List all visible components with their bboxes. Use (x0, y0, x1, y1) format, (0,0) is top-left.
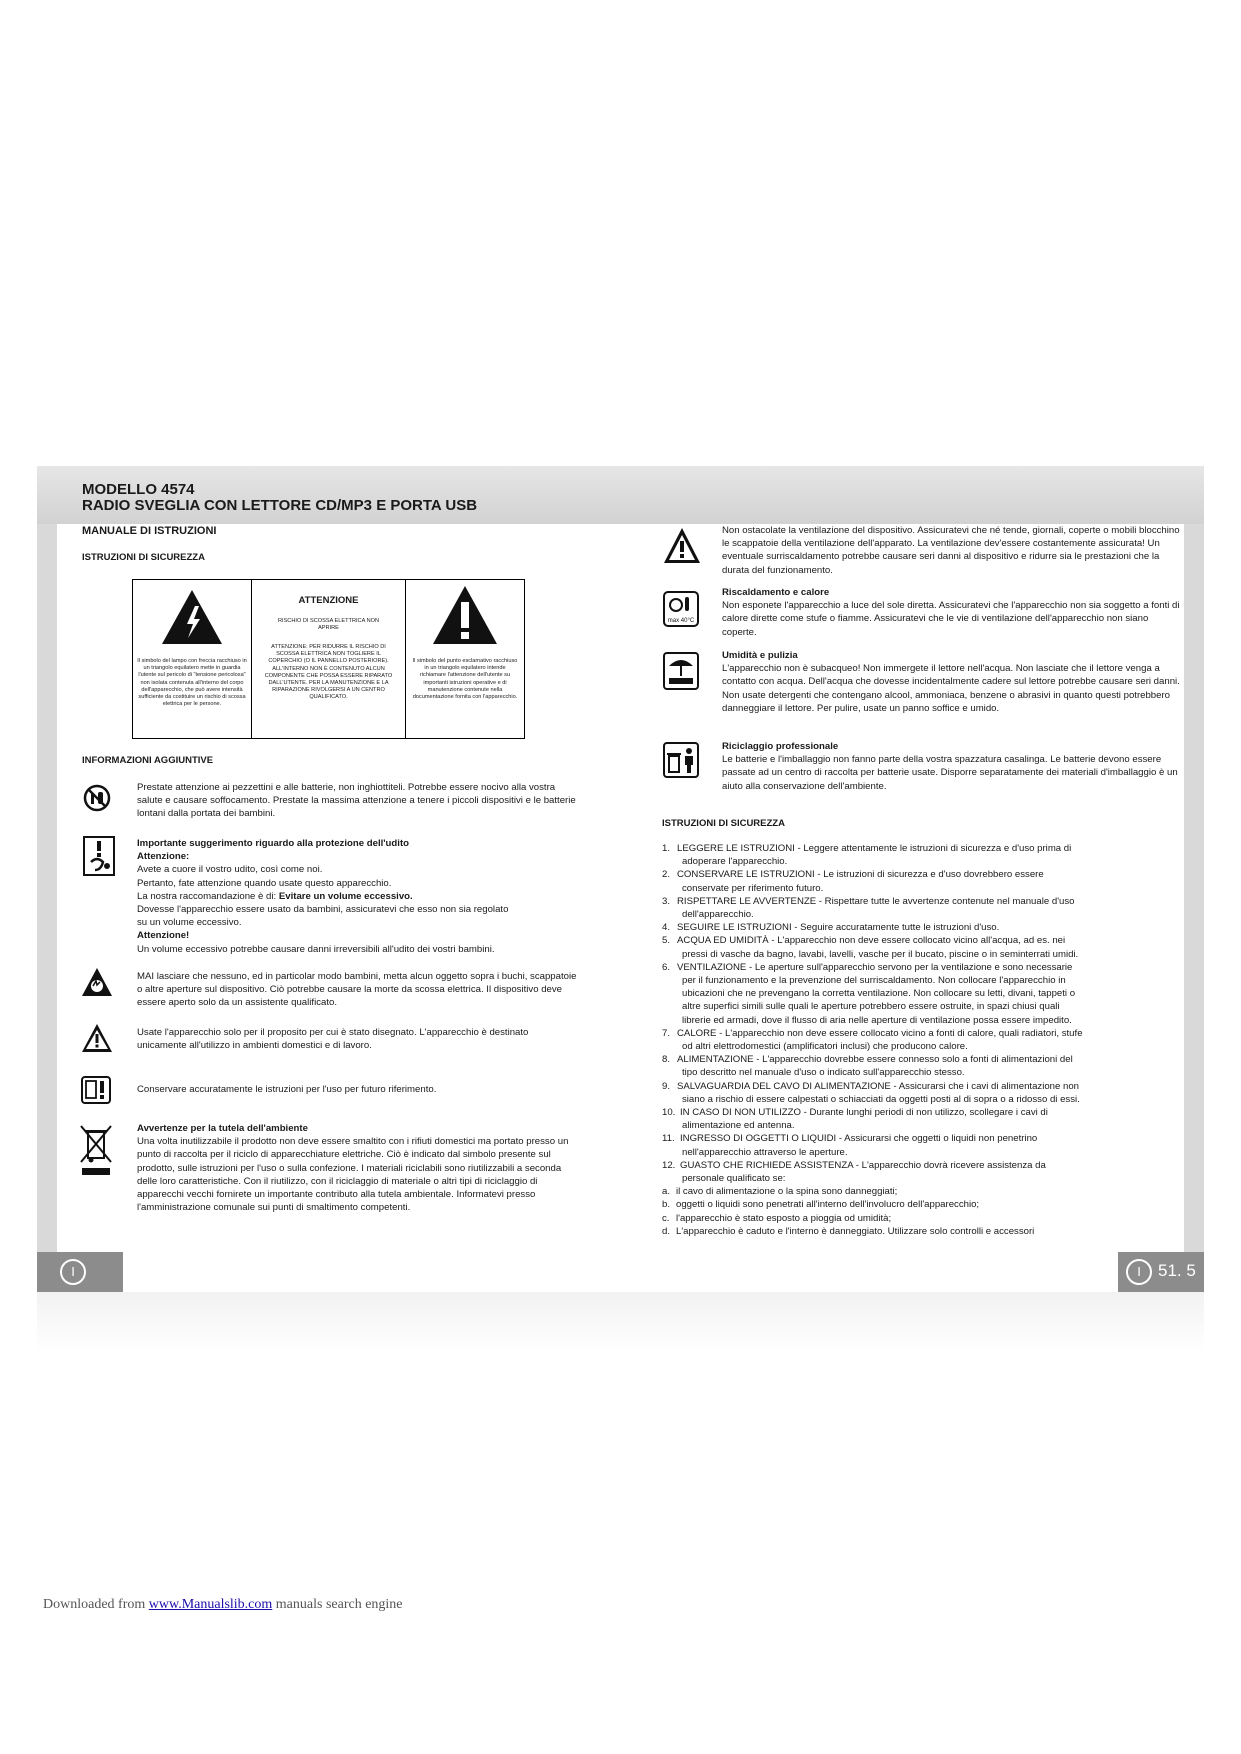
environment-title: Avvertenze per la tutela dell'ambiente (137, 1123, 308, 1134)
warning-col-center (252, 580, 406, 738)
electric-shock-icon (81, 966, 113, 998)
list-item-text: oggetti o liquidi sono penetrati all'interno dell'involucro dell'apparecchio; (676, 1199, 980, 1211)
left-page-letter: I (60, 1259, 86, 1285)
warning-table (132, 579, 525, 739)
warning-col-exclamation (406, 580, 524, 738)
warning-col-lightning (133, 580, 252, 738)
list-item (662, 895, 1182, 908)
left-gutter (37, 524, 57, 1254)
manual-book-icon (81, 1076, 111, 1104)
safety-instructions-list (662, 842, 1182, 1238)
list-item-text: RISPETTARE LE AVVERTENZE - Rispettare tutte le avvertenze contenute nel manuale d'uso (677, 895, 1075, 907)
list-item-text: INGRESSO DI OGGETTI O LIQUIDI - Assicurarsi che oggetti o liquidi non penetrino (680, 1133, 1038, 1145)
heat-temperature-icon (663, 591, 699, 627)
list-item-continuation: ubicazioni che ne prevengano la corretta ventilazione. Non collocare su letti, divani, tappeti o (682, 988, 1076, 1000)
hearing-title: Importante suggerimento riguardo alla protezione dell'udito (137, 838, 409, 849)
list-item-number: 2. (662, 869, 671, 881)
humidity-block (722, 649, 1182, 715)
ventilation-warning-icon (662, 526, 702, 566)
hearing-line-1: Avete a cuore il vostro udito, così come noi. (137, 864, 323, 876)
safety-title-left: ISTRUZIONI DI SICUREZZA (82, 552, 205, 563)
environment-block (137, 1122, 582, 1214)
list-item-text: SALVAGUARDIA DEL CAVO DI ALIMENTAZIONE - Assicurarsi che i cavi di alimentazione non (677, 1080, 1080, 1092)
list-item-number: c. (662, 1212, 670, 1224)
list-item-text: L'apparecchio è caduto e l'interno è danneggiato. Utilizzare solo controlli e accessori (676, 1225, 1035, 1237)
list-item (662, 1185, 1182, 1198)
list-item (662, 1159, 1182, 1172)
exclamation-warning-icon (431, 584, 499, 646)
footer-suffix: manuals search engine (272, 1597, 403, 1612)
lightning-text: Il simbolo del lampo con freccia racchiuso in un triangolo equilatero mette in guardia l'utente sul pericolo di "tensione pericolosa" non isolata contenuta all'interno del corpo dell'apparecchio, che può avere intensità sufficiente da costituire un rischio di scossa elettrica per le persone. (137, 658, 247, 708)
center-warning-text: ATTENZIONE: PER RIDURRE IL RISCHIO DI SCOSSA ELETTRICA NON TOGLIERE IL COPERCHIO (O IL PANNELLO POSTERIORE). ALL'INTERNO NON È CONTENUTO ALCUN COMPONENTE CHE POSSA ESSERE RIPARATO DALL'UTENTE. PER LA MANUTENZIONE E LA RIPARAZIONE RIVOLGERSI A UN CENTRO QUALIFICATO. (264, 644, 393, 701)
list-item-text: CALORE - L'apparecchio non deve essere collocato vicino a fonti di calore, quali radiatori, stufe (677, 1027, 1083, 1039)
list-item-number: 6. (662, 961, 671, 973)
list-item-continuation: tipo descritto nel manuale d'uso o indicato sull'apparecchio stesso. (682, 1067, 965, 1079)
list-item-text: CONSERVARE LE ISTRUZIONI - Le istruzioni di sicurezza e d'uso dovrebbero essere (677, 869, 1044, 881)
list-item-number: 11. (662, 1133, 675, 1145)
footer-prefix: Downloaded from (43, 1597, 149, 1612)
list-item-number: 10. (662, 1107, 676, 1119)
list-item (662, 1106, 1182, 1119)
list-item-number: 9. (662, 1080, 671, 1092)
list-item (662, 1027, 1182, 1040)
attention-label: ATTENZIONE (298, 595, 359, 606)
recycling-icon (663, 742, 699, 778)
heat-text: Non esponete l'apparecchio a luce del sole diretta. Assicuratevi che l'apparecchio non sia soggetto a fonti di calore dirette come stufe o fiamme. Assicuratevi che le vie di ventilazione dell'apparecchio non siano coperte. (722, 600, 1180, 638)
list-item-text: ACQUA ED UMIDITÀ - L'apparecchio non deve essere collocato vicino all'acqua, ad es. nei (677, 935, 1066, 947)
list-item-continuation: conservate per riferimento futuro. (682, 882, 824, 894)
hearing-line-3 (137, 890, 577, 903)
right-gutter (1184, 524, 1204, 1254)
heat-block (722, 586, 1182, 639)
list-item (662, 1080, 1182, 1093)
purpose-text: Usate l'apparecchio solo per il proposito per cui è stato disegnato. L'apparecchio è destinato unicamente all'utilizzo in ambienti domestici e di lavoro. (137, 1027, 529, 1052)
list-item-continuation: librerie ed armadi, dove il flusso di aria nelle aperture di ventilazione possa essere impedito. (682, 1014, 1072, 1026)
recycling-block (722, 740, 1182, 793)
environment-text: Una volta inutilizzabile il prodotto non deve essere smaltito con i rifiuti domestici ma portato presso un punto di raccolta per il riciclo di apparecchiature elettriche. Ciò è indicato dal simbolo presente sul prodotto, sulle istruzioni per l'uso o sulla confezione. I materiali riciclabili sono riutilizzabili a seconda delle loro caratteristiche. Con il riutilizzo, con il riciclaggio di materiale o altri tipi di riciclaggio di apparecchi vecchi fornirete un importante contributo alla tutela ambientale. Informatevi presso l'amministrazione comunale sui punti di smaltimento competenti. (137, 1136, 569, 1214)
list-item-continuation: adoperare l'apparecchio. (682, 856, 788, 868)
list-item-number: b. (662, 1199, 671, 1211)
recycling-text: Le batterie e l'imballaggio non fanno parte della vostra spazzatura casalinga. Le batterie devono essere passate ad un centro di raccolta per batterie usate. Disporre separatamente dei materiali d'imballaggio è un aiuto alla conservazione dell'ambiente. (722, 754, 1178, 792)
hearing-protection-icon (83, 836, 115, 876)
model-title: MODELLO 4574 (82, 481, 195, 498)
list-item-number: 1. (662, 843, 671, 854)
list-item-continuation: nell'apparecchio attraverso le aperture. (682, 1146, 848, 1158)
list-item (662, 1212, 1182, 1225)
humidity-title: Umidità e pulizia (722, 650, 798, 661)
safety-title-right: ISTRUZIONI DI SICUREZZA (662, 818, 785, 829)
bottom-shadow (37, 1292, 1204, 1352)
list-item-continuation: pressi di vasche da bagno, lavabi, lavelli, vasche per il bucato, piscine o in seminterrati umidi. (682, 948, 1079, 960)
list-item-text: IN CASO DI NON UTILIZZO - Durante lunghi periodi di non utilizzo, scollegare i cavi di (680, 1107, 1048, 1119)
usage-warning-icon (81, 1022, 113, 1054)
list-item-number: 12. (662, 1159, 676, 1171)
small-parts-text: Prestate attenzione ai pezzettini e alle batterie, non inghiottiteli. Potrebbe essere nocivo alla vostra salute e causare soffocamento. Prestate la massima attenzione a tenere i piccoli dispositivi e le batterie lontani dalla portata dei bambini. (137, 782, 576, 820)
objects-text: MAI lasciare che nessuno, ed in particolar modo bambini, metta alcun oggetto sopra i buchi, scappatoie o altre aperture sul dispositivo. Ciò potrebbe causare la morte da scossa elettrica. Il dispositivo deve essere aperto solo da un assistente qualificato. (137, 971, 577, 1009)
list-item (662, 1132, 1182, 1145)
info-title: INFORMAZIONI AGGIUNTIVE (82, 755, 214, 766)
right-page-letter: I (1126, 1259, 1152, 1285)
list-item-number: 4. (662, 922, 671, 934)
hearing-line-2: Pertanto, fate attenzione quando usate questo apparecchio. (137, 877, 392, 889)
list-item (662, 921, 1182, 934)
list-item-number: 3. (662, 895, 671, 907)
list-item (662, 868, 1182, 881)
list-item (662, 1053, 1182, 1066)
heat-icon-label: max 40°C (667, 618, 695, 624)
list-item-continuation: per il funzionamento e la prevenzione del surriscaldamento. Non collocare l'apparecchio in (682, 975, 1066, 987)
hearing-attention-2: Attenzione! (137, 930, 190, 942)
list-item (662, 1225, 1182, 1238)
left-page-badge (37, 1252, 123, 1292)
list-item-text: VENTILAZIONE - Le aperture sull'apparecchio servono per la ventilazione e sono necessarie (677, 961, 1073, 973)
manual-spread (37, 466, 1204, 1293)
keep-instructions-text: Conservare accuratamente le istruzioni per l'uso per futuro riferimento. (137, 1084, 437, 1095)
list-item (662, 842, 1182, 855)
hearing-line-3a: La nostra raccomandazione è di: (137, 890, 279, 902)
list-item-continuation: altre superfici simili sulle quali le aperture potrebbero essere ostruite, in spazi chiusi quali (682, 1001, 1060, 1013)
humidity-text: L'apparecchio non è subacqueo! Non immergete il lettore nell'acqua. Non lasciate che il lettore venga a contatto con acqua. Dell'acqua che dovesse incidentalmente cadere sul lettore potrebbe causare seri danni. Non usate detergenti che contengano alcool, ammoniaca, benzene o abrasivi in quanto questi potrebbero danneggiare il lettore. Per pulire, usate un panno soffice e umido. (722, 663, 1180, 714)
list-item-text: GUASTO CHE RICHIEDE ASSISTENZA - L'apparecchio dovrà ricevere assistenza da (680, 1159, 1046, 1171)
list-item-continuation: siano a rischio di essere calpestati o schiacciati da oggetti posti al di sopra o a ridosso di essi. (682, 1093, 1080, 1105)
list-item (662, 934, 1182, 947)
list-item-number: 5. (662, 935, 671, 947)
list-item-continuation: dell'apparecchio. (682, 909, 754, 921)
lightning-warning-icon (160, 588, 224, 646)
list-item (662, 1198, 1182, 1211)
hearing-line-6: Un volume eccessivo potrebbe causare danni irreversibili all'udito dei vostri bambini. (137, 943, 495, 955)
hearing-block (137, 837, 577, 956)
no-small-parts-icon (83, 784, 111, 812)
ventilation-text: Non ostacolate la ventilazione del dispositivo. Assicuratevi che né tende, giornali, coperte o mobili blocchino le scappatoie della ventilazione dell'apparato. La ventilazione dev'essere costantemente assicurata! Un eventuale surriscaldamento potrebbe causare seri danni al dispositivo e ridurre sia le prestazioni che la durata del funzionamento. (722, 525, 1180, 576)
hearing-line-5: su un volume eccessivo. (137, 917, 242, 929)
manualslib-link[interactable]: www.Manualslib.com (148, 1597, 273, 1612)
list-item-text: il cavo di alimentazione o la spina sono danneggiati; (676, 1186, 898, 1198)
hearing-line-4: Dovesse l'apparecchio essere usato da bambini, assicuratevi che esso non sia regolato (137, 904, 509, 916)
list-item-continuation: od altri elettrodomestici (amplificatori inclusi) che producono calore. (682, 1041, 968, 1053)
weee-bin-icon (79, 1122, 113, 1178)
list-item-number: d. (662, 1225, 671, 1237)
download-footer (43, 1597, 403, 1613)
hearing-line-3b: Evitare un volume eccessivo. (278, 890, 413, 902)
page-number: 51. 5 (1158, 1261, 1196, 1280)
humidity-cleaning-icon (663, 652, 699, 690)
risk-label: RISCHIO DI SCOSSA ELETTRICA NON APRIRE (277, 618, 380, 632)
heat-title: Riscaldamento e calore (722, 587, 830, 598)
exclamation-text: Il simbolo del punto esclamativo racchiuso in un triangolo equilatero intende richiamare l'attenzione dell'utente su importanti istruzioni operative e di manutenzione contenute nella documentazione fornita con l'apparecchio. (412, 658, 518, 701)
list-item-text: SEGUIRE LE ISTRUZIONI - Seguire accuratamente tutte le istruzioni d'uso. (677, 922, 1000, 934)
list-item-text: ALIMENTAZIONE - L'apparecchio dovrebbe essere connesso solo a fonti di alimentazioni del (677, 1054, 1073, 1066)
list-item-text: l'apparecchio è stato esposto a pioggia od umidità; (676, 1212, 892, 1224)
list-item (662, 961, 1182, 974)
list-item-continuation: personale qualificato se: (682, 1173, 786, 1185)
list-item-text: LEGGERE LE ISTRUZIONI - Leggere attentamente le istruzioni di sicurezza e d'uso prima di (677, 843, 1072, 854)
manual-title: MANUALE DI ISTRUZIONI (82, 525, 217, 537)
hearing-attention-1: Attenzione: (137, 851, 190, 863)
right-page-badge (1118, 1252, 1204, 1292)
header-band (37, 466, 1204, 524)
list-item-number: a. (662, 1186, 671, 1198)
list-item-number: 8. (662, 1054, 671, 1066)
list-item-number: 7. (662, 1027, 671, 1039)
product-title: RADIO SVEGLIA CON LETTORE CD/MP3 E PORTA USB (82, 497, 478, 514)
list-item-continuation: alimentazione ed antenna. (682, 1120, 795, 1132)
recycling-title: Riciclaggio professionale (722, 741, 839, 752)
